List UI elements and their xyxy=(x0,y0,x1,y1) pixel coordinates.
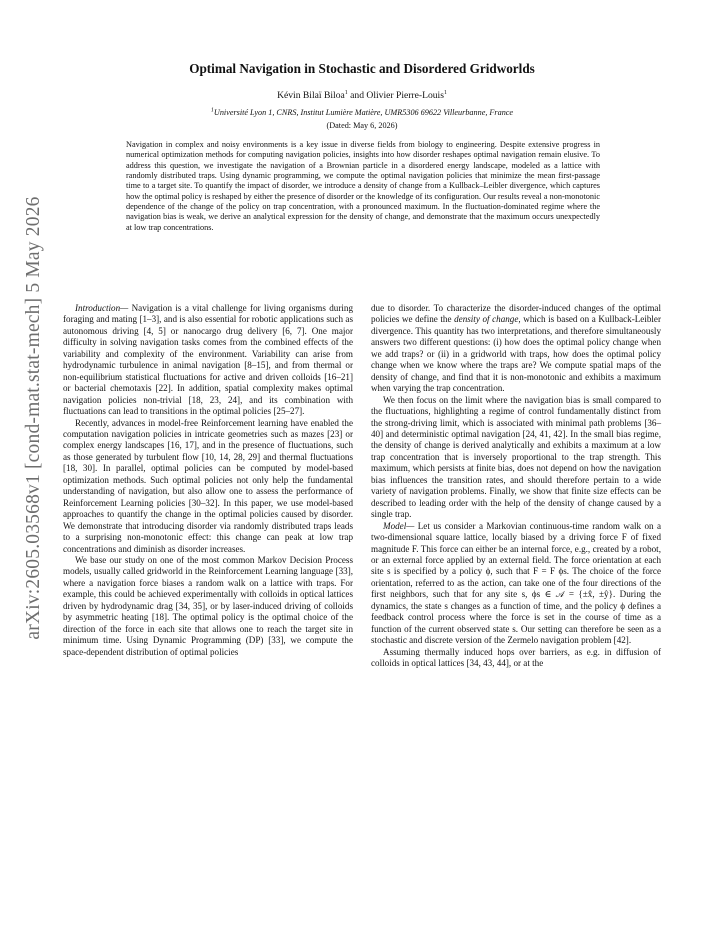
assumption-paragraph: Assuming thermally induced hops over barriers, as e.g. in diffusion of colloids in optical lattices [34, 43, 44], or at the xyxy=(371,646,661,669)
density-text-b: , which is based on a Kullback-Leibler divergence. This quantity has two interpretations, and therefore simultaneously answers two different questions: (i) how does the optimal policy change when we add traps? or (ii) in a gridworld with traps, how does the optimal policy change when we know where the traps are? We compute spatial maps of the density of change, and find that it is non-monotonic and exhibits a maximum when varying the trap concentration. xyxy=(371,314,661,394)
affiliation-text: Université Lyon 1, CNRS, Institut Lumière Matière, UMR5306 69622 Villeurbanne, France xyxy=(213,108,514,117)
intro-text: Navigation is a vital challenge for living organisms during foraging and mating [1–3], and is also essential for robotic applications such as autonomous driving [4, 5] or nanocargo drug delivery [6, 7]. One major difficulty in solving navigation tasks comes from the combined effects of the variability and complexity of the environment. Variability can arise from hydrodynamic turbulence in animal navigation [8–15], and from thermal or non-equilibrium statistical fluctuations for active and driven colloids [16–21] or bacterial chemotaxis [22]. In addition, spatial complexity makes optimal navigation policies non-trivial [18, 23, 24], and its combination with fluctuations can lead to transitions in the optimal policies [25–27]. xyxy=(63,303,353,417)
dated-line: (Dated: May 6, 2026) xyxy=(326,121,398,130)
rl-paragraph: Recently, advances in model-free Reinforcement learning have enabled the computation navigation policies in intricate geometries such as mazes [23] or complex energy landscapes [16, 17], and in the presence of fluctuations, such as those generated by turbulent flow [10, 14, 28, 29] and thermal fluctuations [18, 30]. In parallel, optimal policies can be computed by model-based optimization methods. Such optimal policies not only help the fundamental understanding of navigation, but also allow one to assess the performance of Reinforcement Learning policies [30–32]. In this paper, we use model-based approaches to quantify the change in the optimal policies caused by disorder. We demonstrate that introducing disorder via randomly distributed traps leads to a surprising non-monotonic effect: this change can peak at low trap concentrations and diminish as disorder increases. xyxy=(63,417,353,554)
arxiv-identifier-text: arXiv:2605.03568v1 [cond-mat.stat-mech] 5 May 2026 xyxy=(23,196,44,640)
paper-title: Optimal Navigation in Stochastic and Disordered Gridworlds xyxy=(189,61,535,76)
author-2: Olivier Pierre-Louis xyxy=(366,90,444,101)
abstract: Navigation in complex and noisy environments is a key issue in diverse fields from biology to engineering. Despite extensive progress in numerical optimization methods for computing navigation policies, insights into how disorder reshapes optimal navigation remain elusive. To address this question, we investigate the navigation of a Brownian particle in a disordered energy landscape, modeled as a lattice with randomly distributed traps. Using dynamic programming, we compute the optimal navigation policies that minimize the mean first-passage time to a target site. To quantify the impact of disorder, we introduce a density of change from a Kullback–Leibler divergence, which captures how the optimal policy is reshaped by either the presence of disorder or the knowledge of its configuration. Our results reveal a non-monotonic dependence of the change of the policy on trap concentration, with a pronounced maximum. In the fluctuation-dominated regime where the navigation bias is weak, we derive an analytical expression for the density of change, and demonstrate that the maximum occurs unexpectedly at low trap concentrations. xyxy=(126,140,600,232)
author-2-affil-mark: 1 xyxy=(443,89,447,96)
gridworld-paragraph: We base our study on one of the most common Markov Decision Process models, usually called gridworld in the Reinforcement Learning language [33], where a navigation force biases a random walk on a lattice with traps. For example, this could be achieved experimentally with colloids in optical lattices driven by hydrodynamic drag [34, 35], or by laser-induced driving of colloids by asymmetric heating [18]. The optimal policy is the optimal choice of the direction of the force in each site that allows one to reach the target site in minimum time. Using Dynamic Programming (DP) [33], we compute the space-dependent distribution of optimal policies xyxy=(63,554,353,657)
affiliation xyxy=(90,108,634,117)
affiliation-mark: 1 xyxy=(210,107,214,114)
author-separator: and xyxy=(347,90,367,101)
small-bias-paragraph: We then focus on the limit where the navigation bias is small compared to the fluctuations, highlighting a regime of control fundamentally distinct from the strong-driving limit, which is associated with minimal path problems [36–40] and deterministic optimal navigation [24, 41, 42]. In the small bias regime, the density of change is derived analytically and exhibits a maximum at a low trap concentration that is inversely proportional to the trap strength. This maximum, which persists at finite bias, does not depend on how the navigation bias influences the transition rates, and should therefore pertain to a wide variety of navigation problems. Finally, we show that finite size effects can be described to leading order with the help of the density of change caused by a single trap. xyxy=(371,394,661,520)
density-of-change-term: density of change xyxy=(454,314,519,325)
model-heading: Model— xyxy=(383,520,415,531)
author-1: Kévin Bilaï Biloa xyxy=(277,90,345,101)
model-text: Let us consider a Markovian continuous-time random walk on a two-dimensional square lattice, locally biased by a driving force F of fixed magnitude F. This force can either be an internal force, e.g., created by a robot, or an external force applied by an external field. The force orientation at each site s is specified by a policy ϕ, such that F = F ϕs. The choice of the force orientation, referred to as the action, can take one of the four directions of the first neighbors, such that for any site s, ϕs ∈ 𝒜 = {±x̂, ±ŷ}. During the dynamics, the state s changes as a function of time, and the policy ϕ defines a feedback control process where the force is set in the course of time as a function of the current observed state s. Our setting can therefore be seen as a stochastic and discrete version of the Zermelo navigation problem [42]. xyxy=(371,520,661,646)
right-column xyxy=(371,303,661,670)
author-1-affil-mark: 1 xyxy=(344,89,348,96)
intro-paragraph xyxy=(63,303,353,418)
left-column xyxy=(63,303,353,658)
author-line xyxy=(90,90,634,101)
model-paragraph xyxy=(371,521,661,647)
arxiv-identifier xyxy=(14,198,54,638)
density-text-a: due to disorder. To characterize the disorder-induced changes of the optimal policies we define the xyxy=(371,303,661,325)
intro-heading: Introduction— xyxy=(75,303,129,313)
density-paragraph xyxy=(371,303,661,395)
